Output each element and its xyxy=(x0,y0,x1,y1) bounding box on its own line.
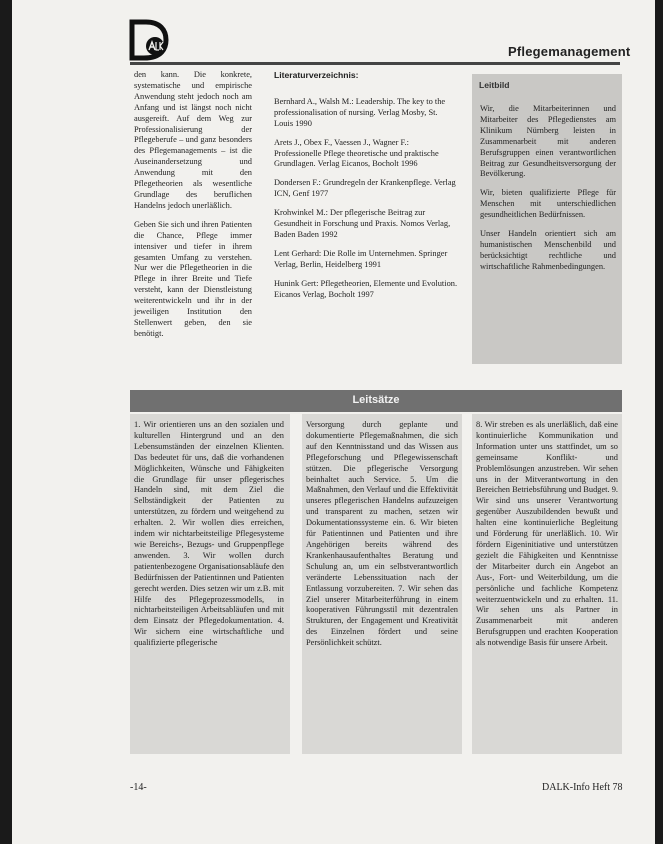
reference-item: Dondersen F.: Grundregeln der Krankenpflege. Verlag ICN, Genf 1977 xyxy=(274,178,456,199)
literature-column xyxy=(274,70,458,309)
leitsaetze-column-3: 8. Wir streben es als unerläßlich, daß eine kontinuierliche Kommunikation und Information unter uns stattfindet, um so gemeinsame Konflikt- und Problemlösungen anzustreben. Wir sehen uns in der Mitverantwortung in den Bereichen Betriebsführung und Budget. 9. Wir sind uns unserer Verantwortung gegenüber Auszubildenden bewußt und halten eine kontinuierliche Begleitung und Förderung für unerläßlich. 10. Wir fördern Eigeninitiative und unterstützen gezielt die Fähigkeiten und Kenntnisse der Mitarbeiter durch ein Angebot an Aus-, Fort- und Weiterbildung, um die persönliche und fachliche Kompetenz weiterzuentwickeln und zu erhalten. 11. Wir sehen uns als Partner in Zusammenarbeit mit anderen Berufsgruppen und erachten Kooperation als notwendige Basis für unsere Arbeit. xyxy=(476,420,618,648)
leitbild-paragraph: Wir, bieten qualifizierte Pflege für Menschen mit unterschiedlichen gesundheitlichen Bedürfnissen. xyxy=(480,188,616,220)
leitbild-paragraph: Unser Handeln orientiert sich am humanistischen Menschenbild und berücksichtigt rechtliche und wirtschaftliche Rahmenbedingungen. xyxy=(480,229,616,271)
leitsaetze-column-1: 1. Wir orientieren uns an den sozialen und kulturellen Hintergrund und an den Lebensumständen der einzelnen Klienten. Das bedeutet für uns, daß die vorhandenen Möglichkeiten, Wünsche und Fähigkeiten die Grundlage für unser pflegerisches Handeln sind, mit dem Ziel die Selbständigkeit der Patienten zu unterstützen, zu fördern und weitgehend zu erhalten. 2. Wir wollen dies erreichen, indem wir nichtarbeitsteilige Pflegesysteme wie Bereichs-, Bezugs- und Gruppenpflege anwenden. 3. Wir wollen durch patientenbezogene Organisationsabläufe den Bedürfnissen der Patientinnen und Patienten gerecht werden. Dies setzen wir um z.B. mit Hilfe des Pflegeprozessmodells, in nichtarbeitsteiligen Arbeitsabläufen und mit dem Einsatz der Pflegedokumentation. 4. Wir sichern eine wirtschaftliche und qualifizierte pflegerische xyxy=(134,420,284,648)
leitbild-heading: Leitbild xyxy=(479,80,510,90)
page-number: -14- xyxy=(130,782,147,793)
reference-item: Arets J., Obex F., Vaessen J., Wagner F.: Professionelle Pflege theoretische und praktische Grundlagen. Verlag Eicanos, Bocholt 1996 xyxy=(274,137,439,169)
reference-item: Krohwinkel M.: Der pflegerische Beitrag zur Gesundheit in Forschung und Praxis. Nomos Verlag, Baden Baden 1992 xyxy=(274,208,451,239)
reference-item: Bernhard A., Walsh M.: Leadership. The key to the professionalisation of nursing. Verlag Mosby, St. Louis 1990 xyxy=(274,96,446,128)
header-rule xyxy=(130,62,620,65)
article-paragraph: den kann. Die konkrete, systematische und empirische Anwendung steht jedoch noch am Anfang und ist längst noch nicht ausgereift. Auf dem Weg zur Professionalisierung der Pflegeberufe – und ganz besonders des Pflegemanagements – ist die Auseinandersetzung und Anwendung mit den Pflegetheorien als wesentliche Grundlage des beruflichen Handelns jedoch unerläßlich. xyxy=(134,70,252,210)
document-page xyxy=(12,0,655,844)
leitbild-text xyxy=(480,104,616,281)
article-paragraph: Geben Sie sich und ihren Patienten die Chance, Pflege immer intensiver und tiefer in ihrem gesamten Umfang zu verstehen. Nur wer die Pflegetheorien in die Pflege in ihrer Breite und Tiefe versteht, kann der Dienstleistung weiterentwickeln und ihr in der jeweiligen Institution den Stellenwert geben, den sie benötigt. xyxy=(134,219,252,338)
reference-item: Lent Gerhard: Die Rolle im Unternehmen. Springer Verlag, Berlin, Heidelberg 1991 xyxy=(274,248,448,269)
dalk-logo-icon xyxy=(128,18,172,62)
leitbild-paragraph: Wir, die Mitarbeiterinnen und Mitarbeiter des Pflegedienstes am Klinikum Nürnberg leisten in Zusammenarbeit mit anderen Berufsgruppen einen verantwortlichen Beitrag zur Gesundheitsversorgung der Bevölkerung. xyxy=(480,104,616,179)
leitsaetze-title: Leitsätze xyxy=(352,394,400,406)
reference-item: Hunink Gert: Pflegetheorien, Elemente und Evolution. Eicanos Verlag, Bocholt 1997 xyxy=(274,278,458,299)
literature-heading: Literaturverzeichnis: xyxy=(274,70,359,80)
section-title: Pflegemanagement xyxy=(508,44,631,59)
issue-label: DALK-Info Heft 78 xyxy=(542,782,623,793)
article-column-1 xyxy=(134,70,252,348)
leitsaetze-column-2: Versorgung durch geplante und dokumentierte Pflegemaßnahmen, die sich auf den Kenntnisstand und das Wissen aus Pflegeforschung und Pflegewissenschaft stützen. Die pflegerische Versorgung beinhaltet auch Service. 5. Um die Maßnahmen, den Verlauf und die Effektivität unseres pflegerischen Handelns aufzuzeigen und transparent zu machen, setzen wir Dokumentationssysteme ein. 6. Wir bieten für Patientinnen und Patienten und ihre Angehörigen bereits während des Krankenhausaufenthaltes Beratung und Schulung an, um ein selbstverantwortlich veränderte Lebenssituation nach der Entlassung vorzubereiten. 7. Wir sehen das Ziel unserer Mitarbeiterführung in einem kooperativen Führungsstil mit dezentralen Strukturen, der Engagement und Kreativität des Einzelnen fördert und seine Persönlichkeit schützt. xyxy=(306,420,458,648)
